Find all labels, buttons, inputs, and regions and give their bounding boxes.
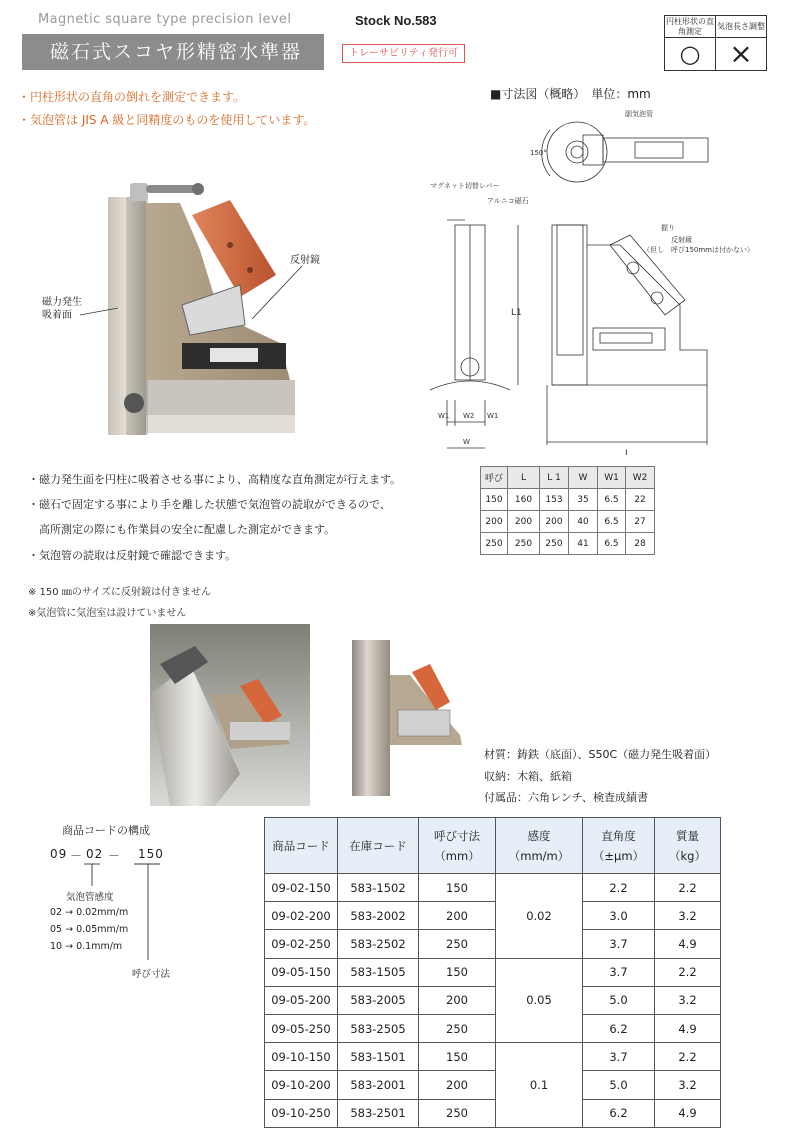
code-dash-1: － <box>70 849 84 863</box>
cell-squareness: 5.0 <box>583 986 655 1014</box>
size-cell: 6.5 <box>598 489 626 511</box>
product-header: 質量 （kg） <box>655 818 721 874</box>
cell-mass: 4.9 <box>655 930 721 958</box>
l-label: L <box>625 449 631 455</box>
mirror-leader-line <box>250 264 305 324</box>
cell-stock: 583-2002 <box>338 902 419 930</box>
w1-label-right: W1 <box>487 412 499 420</box>
nominal-label: 呼び寸法 <box>132 969 171 980</box>
cell-nominal: 150 <box>419 958 496 986</box>
cell-stock: 583-1505 <box>338 958 419 986</box>
cell-nominal: 250 <box>419 930 496 958</box>
cell-mass: 4.9 <box>655 1014 721 1042</box>
code-part-1: 09 <box>50 847 68 861</box>
legend-cylinder-mark: ○ <box>665 38 716 71</box>
note-1: ※ 150 ㎜のサイズに反射鏡は付きません <box>28 587 212 598</box>
cell-sensitivity: 0.02 <box>496 874 583 959</box>
table-row <box>265 1014 721 1042</box>
size-cell: 150 <box>481 489 508 511</box>
cell-code: 09-02-150 <box>265 874 338 902</box>
table-row <box>265 874 721 902</box>
cell-squareness: 5.0 <box>583 1071 655 1099</box>
size-row <box>481 511 655 533</box>
legend-cylinder-label: 円柱形状の直角測定 <box>666 16 714 36</box>
cell-nominal: 250 <box>419 1014 496 1042</box>
cell-stock: 583-2502 <box>338 930 419 958</box>
table-row <box>265 1043 721 1071</box>
cell-nominal: 150 <box>419 1043 496 1071</box>
size-cell: 250 <box>508 533 540 555</box>
feature-mid-3: 高所測定の際にも作業員の安全に配慮した測定ができます。 <box>28 523 336 536</box>
size-header: L 1 <box>540 467 569 489</box>
cell-code: 09-05-200 <box>265 986 338 1014</box>
size-cell: 40 <box>569 511 598 533</box>
dimension-drawing <box>425 100 765 455</box>
size-cell: 200 <box>540 511 569 533</box>
cell-squareness: 6.2 <box>583 1099 655 1127</box>
english-title: Magnetic square type precision level <box>38 12 292 27</box>
size-cell: 27 <box>626 511 655 533</box>
product-header: 在庫コード <box>338 818 419 874</box>
cell-nominal: 200 <box>419 1071 496 1099</box>
cell-code: 09-05-150 <box>265 958 338 986</box>
size-row <box>481 489 655 511</box>
cell-stock: 583-2005 <box>338 986 419 1014</box>
note-2: ※気泡管に気泡室は設けていません <box>28 608 187 619</box>
size-header: L <box>508 467 540 489</box>
size-cell: 250 <box>481 533 508 555</box>
size-row <box>481 533 655 555</box>
mirror-dim-label: 反射鏡 <box>671 236 692 244</box>
size-cell: 200 <box>508 511 540 533</box>
cell-code: 09-10-150 <box>265 1043 338 1071</box>
size-table <box>480 466 655 555</box>
magnet-lever-label: マグネット切替レバー <box>430 182 500 190</box>
cell-stock: 583-2001 <box>338 1071 419 1099</box>
product-header: 感度 （mm/m） <box>496 818 583 874</box>
legend-bubble-mark: × <box>716 38 767 71</box>
usage-photo-1 <box>150 624 310 806</box>
feature-top-2: ・気泡管は JIS A 級と同精度のものを使用しています。 <box>18 113 316 127</box>
w-label: W <box>463 438 470 446</box>
cell-squareness: 3.7 <box>583 1043 655 1071</box>
material-line-1: 材質：鋳鉄（底面）、S50C（磁力発生吸着面） <box>484 748 717 761</box>
size-header: W2 <box>626 467 655 489</box>
size-header: 呼び <box>481 467 508 489</box>
feature-mid-1: ・磁力発生面を円柱に吸着させる事により、高精度な直角測定が行えます。 <box>28 473 402 486</box>
feature-mid-2: ・磁石で固定する事により手を離した状態で気泡管の読取ができるので、 <box>28 498 391 511</box>
product-header: 呼び寸法 （mm） <box>419 818 496 874</box>
dimension-title: ■寸法図（概略） 単位：mm <box>490 87 651 101</box>
cell-stock: 583-2505 <box>338 1014 419 1042</box>
code-part-3: 150 <box>138 847 164 861</box>
label-mirror: 反射鏡 <box>290 255 320 266</box>
feature-mid-4: ・気泡管の読取は反射鏡で確認できます。 <box>28 549 237 562</box>
cell-nominal: 200 <box>419 902 496 930</box>
cell-mass: 2.2 <box>655 1043 721 1071</box>
product-code-title: 商品コードの構成 <box>62 824 150 837</box>
cell-nominal: 150 <box>419 874 496 902</box>
code-dash-2: － <box>108 849 122 863</box>
size-cell: 160 <box>508 489 540 511</box>
cell-code: 09-02-200 <box>265 902 338 930</box>
table-row <box>265 958 721 986</box>
usage-photo-2 <box>350 640 470 796</box>
cell-squareness: 3.7 <box>583 958 655 986</box>
product-header: 直角度 （±μm） <box>583 818 655 874</box>
cell-stock: 583-2501 <box>338 1099 419 1127</box>
cell-squareness: 3.0 <box>583 902 655 930</box>
sensitivity-label: 気泡管感度 <box>66 892 114 903</box>
traceability-badge: トレーサビリティ発行可 <box>342 44 465 63</box>
feature-legend <box>664 15 767 71</box>
cell-squareness: 2.2 <box>583 874 655 902</box>
label-magnet-surface-1: 磁力発生 <box>42 297 82 308</box>
cell-code: 09-02-250 <box>265 930 338 958</box>
cell-mass: 3.2 <box>655 1071 721 1099</box>
sensitivity-item-2: 05 → 0.05mm/m <box>50 924 129 935</box>
product-table <box>264 817 721 1128</box>
cell-stock: 583-1501 <box>338 1043 419 1071</box>
size-cell: 200 <box>481 511 508 533</box>
cell-nominal: 250 <box>419 1099 496 1127</box>
feature-top-1: ・円柱形状の直角の倒れを測定できます。 <box>18 90 246 104</box>
cell-mass: 2.2 <box>655 958 721 986</box>
size-cell: 153 <box>540 489 569 511</box>
size-cell: 250 <box>540 533 569 555</box>
w1-label: W1 <box>438 412 450 420</box>
w2-label: W2 <box>463 412 475 420</box>
table-row <box>265 986 721 1014</box>
table-row <box>265 930 721 958</box>
cell-mass: 3.2 <box>655 902 721 930</box>
alnico-label: アルニコ磁石 <box>487 197 529 205</box>
material-line-2: 収納：木箱、紙箱 <box>484 770 572 783</box>
cell-mass: 2.2 <box>655 874 721 902</box>
table-row <box>265 902 721 930</box>
size-cell: 41 <box>569 533 598 555</box>
label-magnet-surface-2: 吸着面 <box>42 310 72 321</box>
cell-sensitivity: 0.05 <box>496 958 583 1043</box>
legend-bubble-label: 気泡長さ調整 <box>716 16 767 38</box>
stock-number: Stock No.583 <box>355 13 437 28</box>
size-header: W1 <box>598 467 626 489</box>
table-row <box>265 1099 721 1127</box>
mirror-note-label: （但し 呼び150mmは付かない） <box>643 246 754 254</box>
material-line-3: 付属品：六角レンチ、検査成績書 <box>484 791 648 804</box>
cell-squareness: 3.7 <box>583 930 655 958</box>
sensitivity-item-1: 02 → 0.02mm/m <box>50 907 129 918</box>
size-cell: 22 <box>626 489 655 511</box>
sub-bubble-label: 副気泡管 <box>625 110 653 118</box>
angle-label: 150° <box>530 149 547 157</box>
grip-label: 握り <box>661 224 675 232</box>
cell-nominal: 200 <box>419 986 496 1014</box>
l1-label: L1 <box>511 308 522 318</box>
cell-code: 09-05-250 <box>265 1014 338 1042</box>
cell-mass: 4.9 <box>655 1099 721 1127</box>
cell-code: 09-10-200 <box>265 1071 338 1099</box>
cell-sensitivity: 0.1 <box>496 1043 583 1128</box>
size-cell: 28 <box>626 533 655 555</box>
size-cell: 6.5 <box>598 533 626 555</box>
sensitivity-item-3: 10 → 0.1mm/m <box>50 941 123 952</box>
size-cell: 6.5 <box>598 511 626 533</box>
product-header: 商品コード <box>265 818 338 874</box>
japanese-title: 磁石式スコヤ形精密水準器 <box>22 34 324 70</box>
size-header: W <box>569 467 598 489</box>
magnet-leader-line <box>80 305 120 320</box>
cell-stock: 583-1502 <box>338 874 419 902</box>
cell-squareness: 6.2 <box>583 1014 655 1042</box>
code-part-2: 02 <box>86 847 104 861</box>
cell-code: 09-10-250 <box>265 1099 338 1127</box>
table-row <box>265 1071 721 1099</box>
cell-mass: 3.2 <box>655 986 721 1014</box>
size-cell: 35 <box>569 489 598 511</box>
